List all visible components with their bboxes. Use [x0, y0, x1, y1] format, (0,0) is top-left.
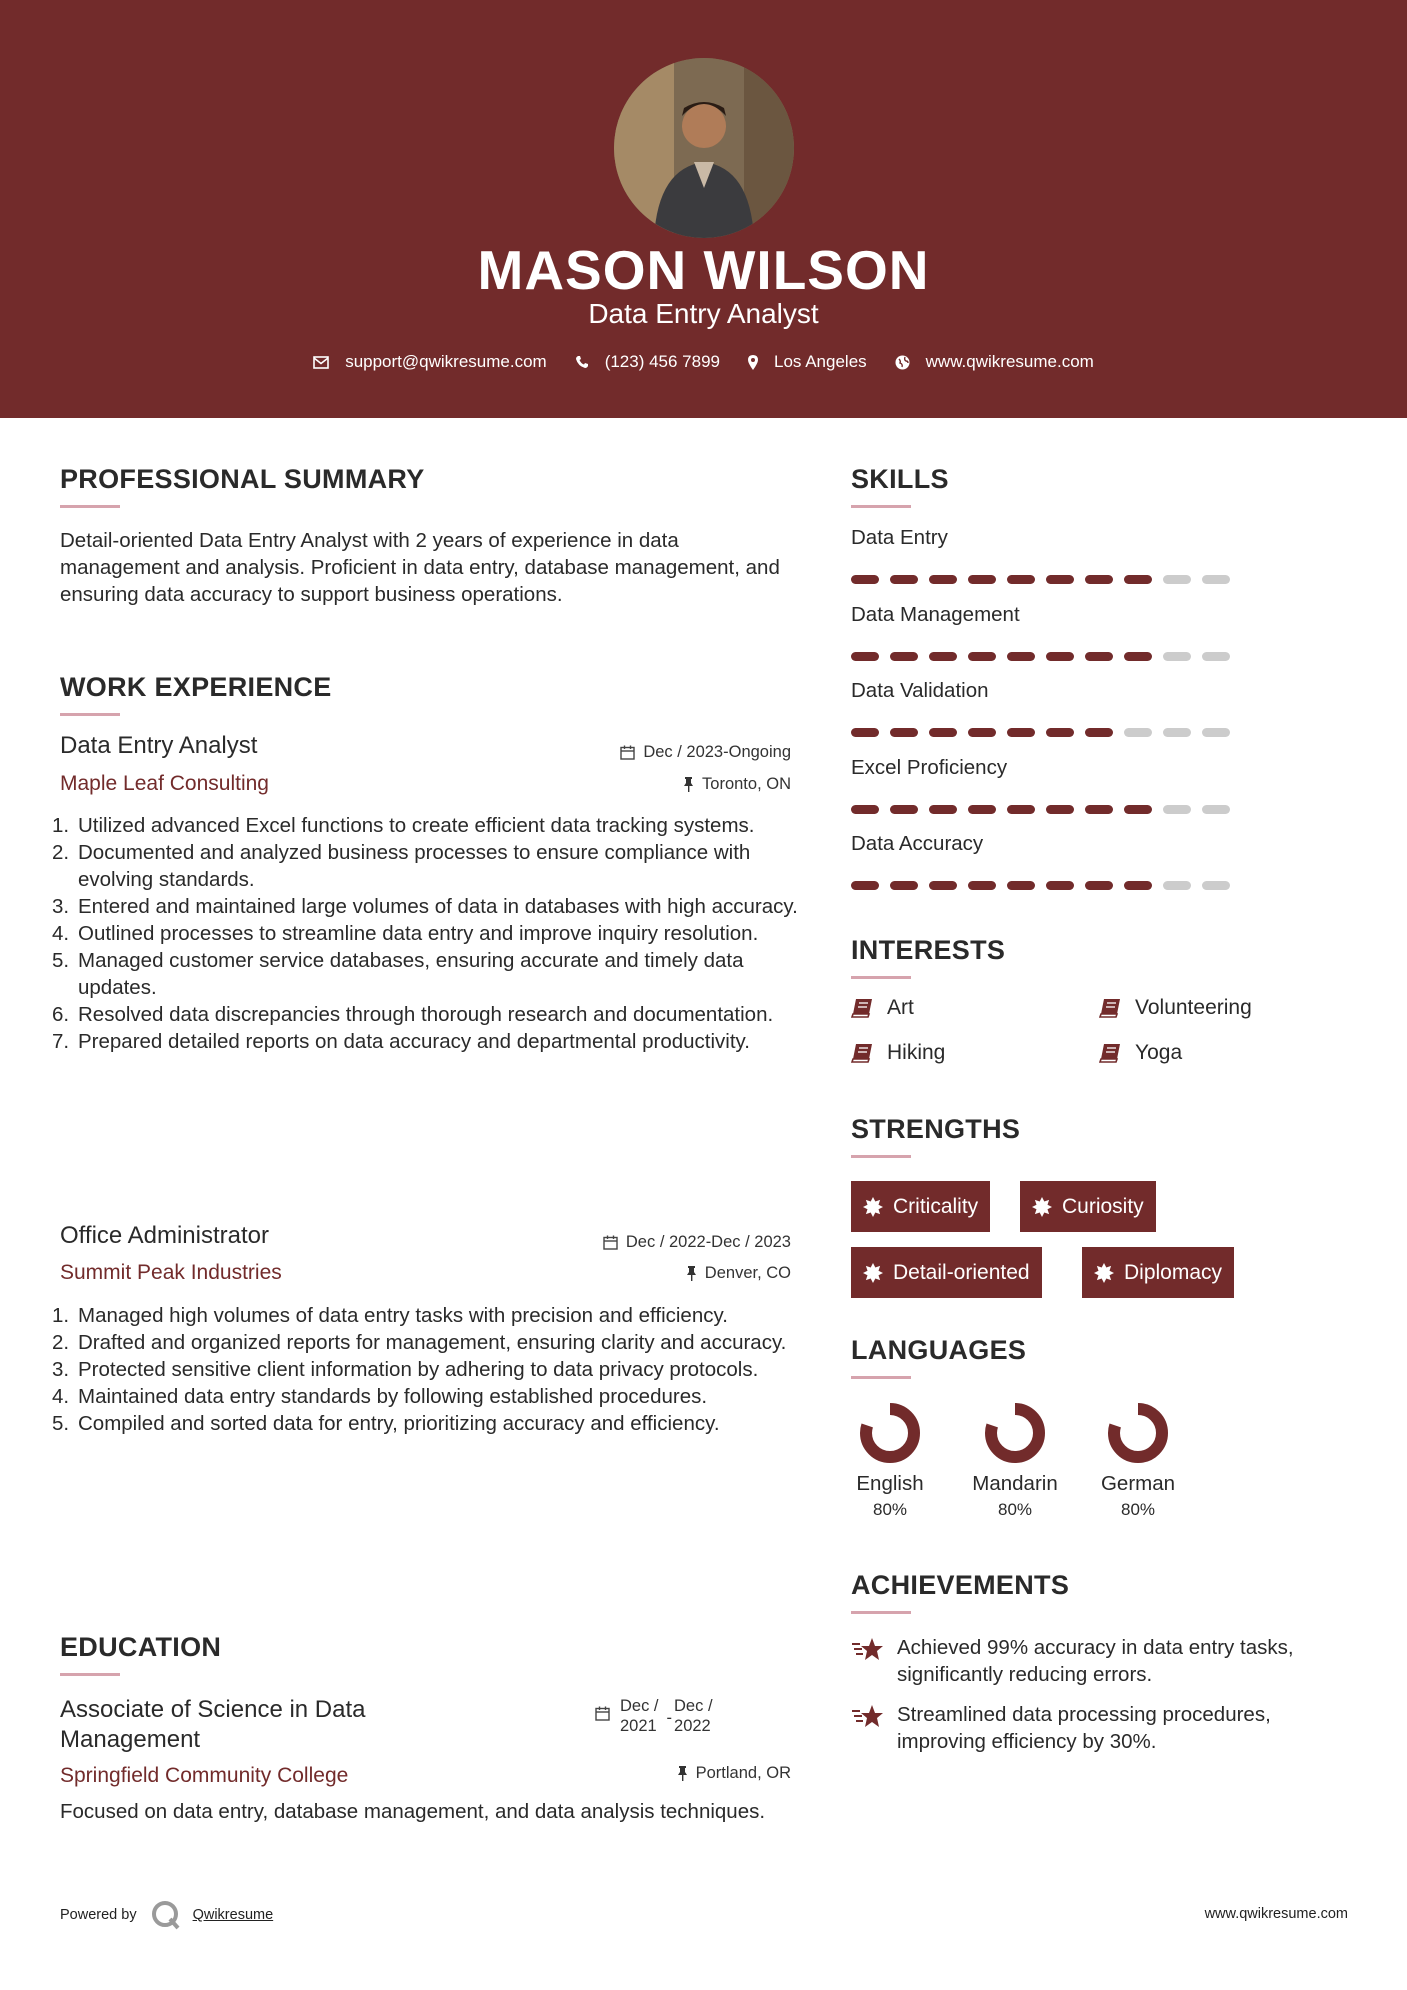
book-icon [1099, 998, 1121, 1018]
phone-text: (123) 456 7899 [604, 352, 721, 371]
skill-dot-filled [968, 652, 996, 661]
list-item: 4. Maintained data entry standards by following established procedures. [52, 1385, 708, 1408]
powered-by-label: Powered by [60, 1907, 137, 1923]
interests-underline [851, 976, 911, 979]
badge-icon [1032, 1197, 1052, 1217]
job-dates-text: Dec / 2023-Ongoing [643, 743, 791, 761]
interest-label: Yoga [1135, 1041, 1183, 1064]
education-start: Dec / 2021 [620, 1697, 659, 1735]
email-text: support@qwikresume.com [345, 352, 547, 371]
skill-dot-filled [1085, 881, 1113, 890]
skill-dot-filled [890, 575, 918, 584]
list-item: 5. Managed customer service databases, ensuring accurate and timely data updates. [52, 949, 744, 999]
date-separator: - [666, 1709, 673, 1727]
strength-tag [851, 1247, 1042, 1298]
experience-underline [60, 713, 120, 716]
skill-label: Data Management [851, 602, 1020, 626]
interest-label: Hiking [887, 1041, 946, 1064]
contact-phone[interactable] [575, 352, 720, 372]
list-item: 3. Entered and maintained large volumes of data in databases with high accuracy. [52, 895, 798, 918]
star-icon [851, 1636, 885, 1662]
job-role: Data Entry Analyst [60, 732, 258, 759]
contact-location [748, 352, 867, 372]
skill-dot-empty [1163, 728, 1191, 737]
language-item [1088, 1400, 1188, 1520]
languages-underline [851, 1376, 911, 1379]
skill-dot-filled [1085, 805, 1113, 814]
pin-icon [677, 1766, 688, 1781]
skill-dot-filled [968, 575, 996, 584]
education-underline [60, 1673, 120, 1676]
calendar-icon [595, 1706, 610, 1721]
strengths-underline [851, 1155, 911, 1158]
skill-dot-empty [1124, 728, 1152, 737]
strength-tag [1082, 1247, 1234, 1298]
contact-bar [0, 352, 1407, 372]
achievement-item [851, 1701, 1351, 1755]
skill-dot-filled [1007, 652, 1035, 661]
language-progress-arc [991, 1409, 1039, 1457]
language-progress-ring [1105, 1400, 1171, 1466]
skill-dot-filled [1007, 575, 1035, 584]
language-percent: 80% [1120, 1500, 1156, 1519]
skill-dot-filled [1124, 881, 1152, 890]
star-icon [851, 1703, 885, 1729]
job-location [480, 775, 791, 794]
skill-dot-empty [1202, 652, 1230, 661]
education-dates [595, 1696, 713, 1736]
education-location-text: Portland, OR [695, 1764, 791, 1782]
skill-rating [851, 728, 1241, 737]
interest-item [1099, 1041, 1182, 1065]
footer-powered-by [60, 1900, 273, 1930]
skill-dot-filled [1007, 805, 1035, 814]
strength-label: Diplomacy [1124, 1260, 1223, 1284]
skill-dot-filled [851, 728, 879, 737]
mail-icon [313, 356, 329, 369]
skill-dot-filled [1046, 881, 1074, 890]
skill-label: Excel Proficiency [851, 755, 1008, 779]
skill-dot-filled [1046, 652, 1074, 661]
globe-icon [895, 355, 910, 370]
list-item: 7. Prepared detailed reports on data accuracy and departmental productivity. [52, 1030, 750, 1053]
profile-photo [614, 58, 794, 238]
skill-dot-filled [890, 805, 918, 814]
skill-dot-filled [1007, 881, 1035, 890]
strength-label: Curiosity [1062, 1194, 1144, 1218]
degree [60, 1695, 366, 1755]
badge-icon [863, 1263, 883, 1283]
skill-dot-empty [1202, 881, 1230, 890]
skill-dot-empty [1202, 805, 1230, 814]
skill-label: Data Accuracy [851, 832, 984, 855]
skill-dot-filled [1085, 575, 1113, 584]
job-role: Office Administrator [60, 1222, 269, 1249]
job-bullets [52, 812, 800, 1055]
strength-tag [851, 1181, 990, 1232]
language-progress-ring [857, 1400, 923, 1466]
degree-line: Associate of Science in Data [60, 1696, 366, 1723]
skill-dot-filled [1046, 575, 1074, 584]
skill-dot-empty [1163, 805, 1191, 814]
skill-dot-empty [1163, 575, 1191, 584]
skill-rating [851, 652, 1241, 661]
job-dates [480, 743, 791, 762]
skill-dot-filled [1085, 652, 1113, 661]
achievements-underline [851, 1611, 911, 1614]
pin-icon [683, 777, 694, 792]
strengths-heading: STRENGTHS [851, 1114, 1021, 1144]
skill-dot-filled [1085, 728, 1113, 737]
list-item: 5. Compiled and sorted data for entry, prioritizing accuracy and efficiency. [52, 1412, 720, 1435]
education-heading: EDUCATION [60, 1632, 222, 1662]
skill-dot-filled [929, 881, 957, 890]
skill-dot-filled [1124, 652, 1152, 661]
language-item [840, 1400, 940, 1520]
language-percent: 80% [872, 1500, 908, 1519]
resume-header [0, 0, 1407, 418]
job-company: Maple Leaf Consulting [60, 772, 269, 795]
skill-dot-empty [1163, 881, 1191, 890]
skill-dot-filled [929, 728, 957, 737]
interest-item [851, 1041, 945, 1065]
skill-dot-filled [1007, 728, 1035, 737]
strength-label: Criticality [893, 1194, 979, 1218]
pin-icon [686, 1266, 697, 1281]
interest-label: Art [887, 996, 914, 1019]
language-name: Mandarin [972, 1472, 1058, 1495]
contact-email[interactable] [313, 352, 547, 372]
list-item: 2. Documented and analyzed business processes to ensure compliance with evolving standards. [52, 841, 751, 891]
skill-dot-filled [1124, 805, 1152, 814]
skill-dot-filled [851, 881, 879, 890]
education-location [480, 1764, 791, 1783]
skill-dot-filled [968, 805, 996, 814]
list-item: 1. Utilized advanced Excel functions to create efficient data tracking systems. [52, 814, 755, 837]
strength-tag [1020, 1181, 1156, 1232]
badge-icon [1094, 1263, 1114, 1283]
brand-link[interactable]: Qwikresume [192, 1907, 274, 1923]
skill-dot-filled [968, 728, 996, 737]
list-item: 3. Protected sensitive client information by adhering to data privacy protocols. [52, 1358, 759, 1381]
skill-dot-filled [890, 652, 918, 661]
list-item: 2. Drafted and organized reports for management, ensuring clarity and accuracy. [52, 1331, 787, 1354]
skill-rating [851, 805, 1241, 814]
location-text: Los Angeles [774, 352, 867, 371]
skill-dot-filled [1046, 728, 1074, 737]
list-item: 6. Resolved data discrepancies through thorough research and documentation. [52, 1003, 774, 1026]
skill-dot-filled [890, 881, 918, 890]
language-name: English [856, 1472, 924, 1495]
interest-item [1099, 996, 1252, 1020]
languages-heading: LANGUAGES [851, 1335, 1027, 1365]
list-item: 4. Outlined processes to streamline data entry and improve inquiry resolution. [52, 922, 759, 945]
strength-label: Detail-oriented [893, 1260, 1030, 1284]
interests-heading: INTERESTS [851, 935, 1006, 965]
skill-dot-filled [1124, 575, 1152, 584]
calendar-icon [603, 1235, 618, 1250]
language-percent: 80% [997, 1500, 1033, 1519]
summary-heading: PROFESSIONAL SUMMARY [60, 464, 425, 494]
skill-dot-filled [929, 652, 957, 661]
skill-label: Data Validation [851, 679, 989, 702]
language-progress-ring [982, 1400, 1048, 1466]
school-name: Springfield Community College [60, 1764, 349, 1787]
degree-line: Management [60, 1726, 201, 1753]
contact-website[interactable] [895, 352, 1094, 372]
job-dates [480, 1233, 791, 1252]
job-location-text: Toronto, ON [702, 775, 791, 793]
book-icon [851, 1043, 873, 1063]
language-name: German [1100, 1472, 1176, 1495]
skill-dot-filled [851, 652, 879, 661]
education-end: Dec / 2022 [674, 1697, 713, 1735]
job-location [480, 1264, 791, 1283]
skill-dot-empty [1163, 652, 1191, 661]
candidate-title: Data Entry Analyst [588, 298, 819, 329]
skill-rating [851, 575, 1241, 584]
skill-rating [851, 881, 1241, 890]
skill-dot-empty [1202, 728, 1230, 737]
skill-dot-filled [968, 881, 996, 890]
summary-underline [60, 505, 120, 508]
skill-dot-empty [1202, 575, 1230, 584]
achievements-heading: ACHIEVEMENTS [851, 1570, 1070, 1600]
footer-website[interactable]: www.qwikresume.com [1204, 1906, 1348, 1922]
skill-dot-filled [851, 805, 879, 814]
skills-heading: SKILLS [851, 464, 949, 494]
language-progress-arc [866, 1409, 914, 1457]
job-location-text: Denver, CO [704, 1264, 791, 1282]
job-bullets [52, 1302, 800, 1437]
skill-dot-filled [890, 728, 918, 737]
skill-dot-filled [929, 575, 957, 584]
language-progress-arc [1114, 1409, 1162, 1457]
skill-dot-filled [929, 805, 957, 814]
book-icon [851, 998, 873, 1018]
book-icon [1099, 1043, 1121, 1063]
language-item [965, 1400, 1065, 1520]
skill-label: Data Entry [851, 526, 948, 549]
calendar-icon [620, 745, 635, 760]
summary-text: Detail-oriented Data Entry Analyst with 2 years of experience in data management and analysis. Proficient in data entry, database management, and ensuring data accuracy to support business operations. [60, 529, 780, 606]
experience-heading: WORK EXPERIENCE [60, 672, 332, 702]
candidate-name: MASON WILSON [477, 239, 930, 301]
map-pin-icon [748, 355, 758, 370]
achievement-text: Achieved 99% accuracy in data entry tasks, significantly reducing errors. [897, 1636, 1294, 1686]
badge-icon [863, 1197, 883, 1217]
website-text: www.qwikresume.com [925, 352, 1094, 371]
qwikresume-logo-icon [151, 1900, 181, 1930]
phone-icon [575, 355, 589, 369]
skill-dot-filled [851, 575, 879, 584]
skills-underline [851, 505, 911, 508]
achievement-text: Streamlined data processing procedures, improving efficiency by 30%. [897, 1703, 1271, 1753]
list-item: 1. Managed high volumes of data entry tasks with precision and efficiency. [52, 1304, 728, 1327]
skill-dot-filled [1046, 805, 1074, 814]
education-description: Focused on data entry, database management, and data analysis techniques. [60, 1800, 766, 1823]
job-dates-text: Dec / 2022-Dec / 2023 [625, 1233, 791, 1251]
achievement-item [851, 1634, 1351, 1688]
interest-label: Volunteering [1135, 996, 1252, 1019]
interest-item [851, 996, 914, 1020]
job-company: Summit Peak Industries [60, 1261, 282, 1284]
